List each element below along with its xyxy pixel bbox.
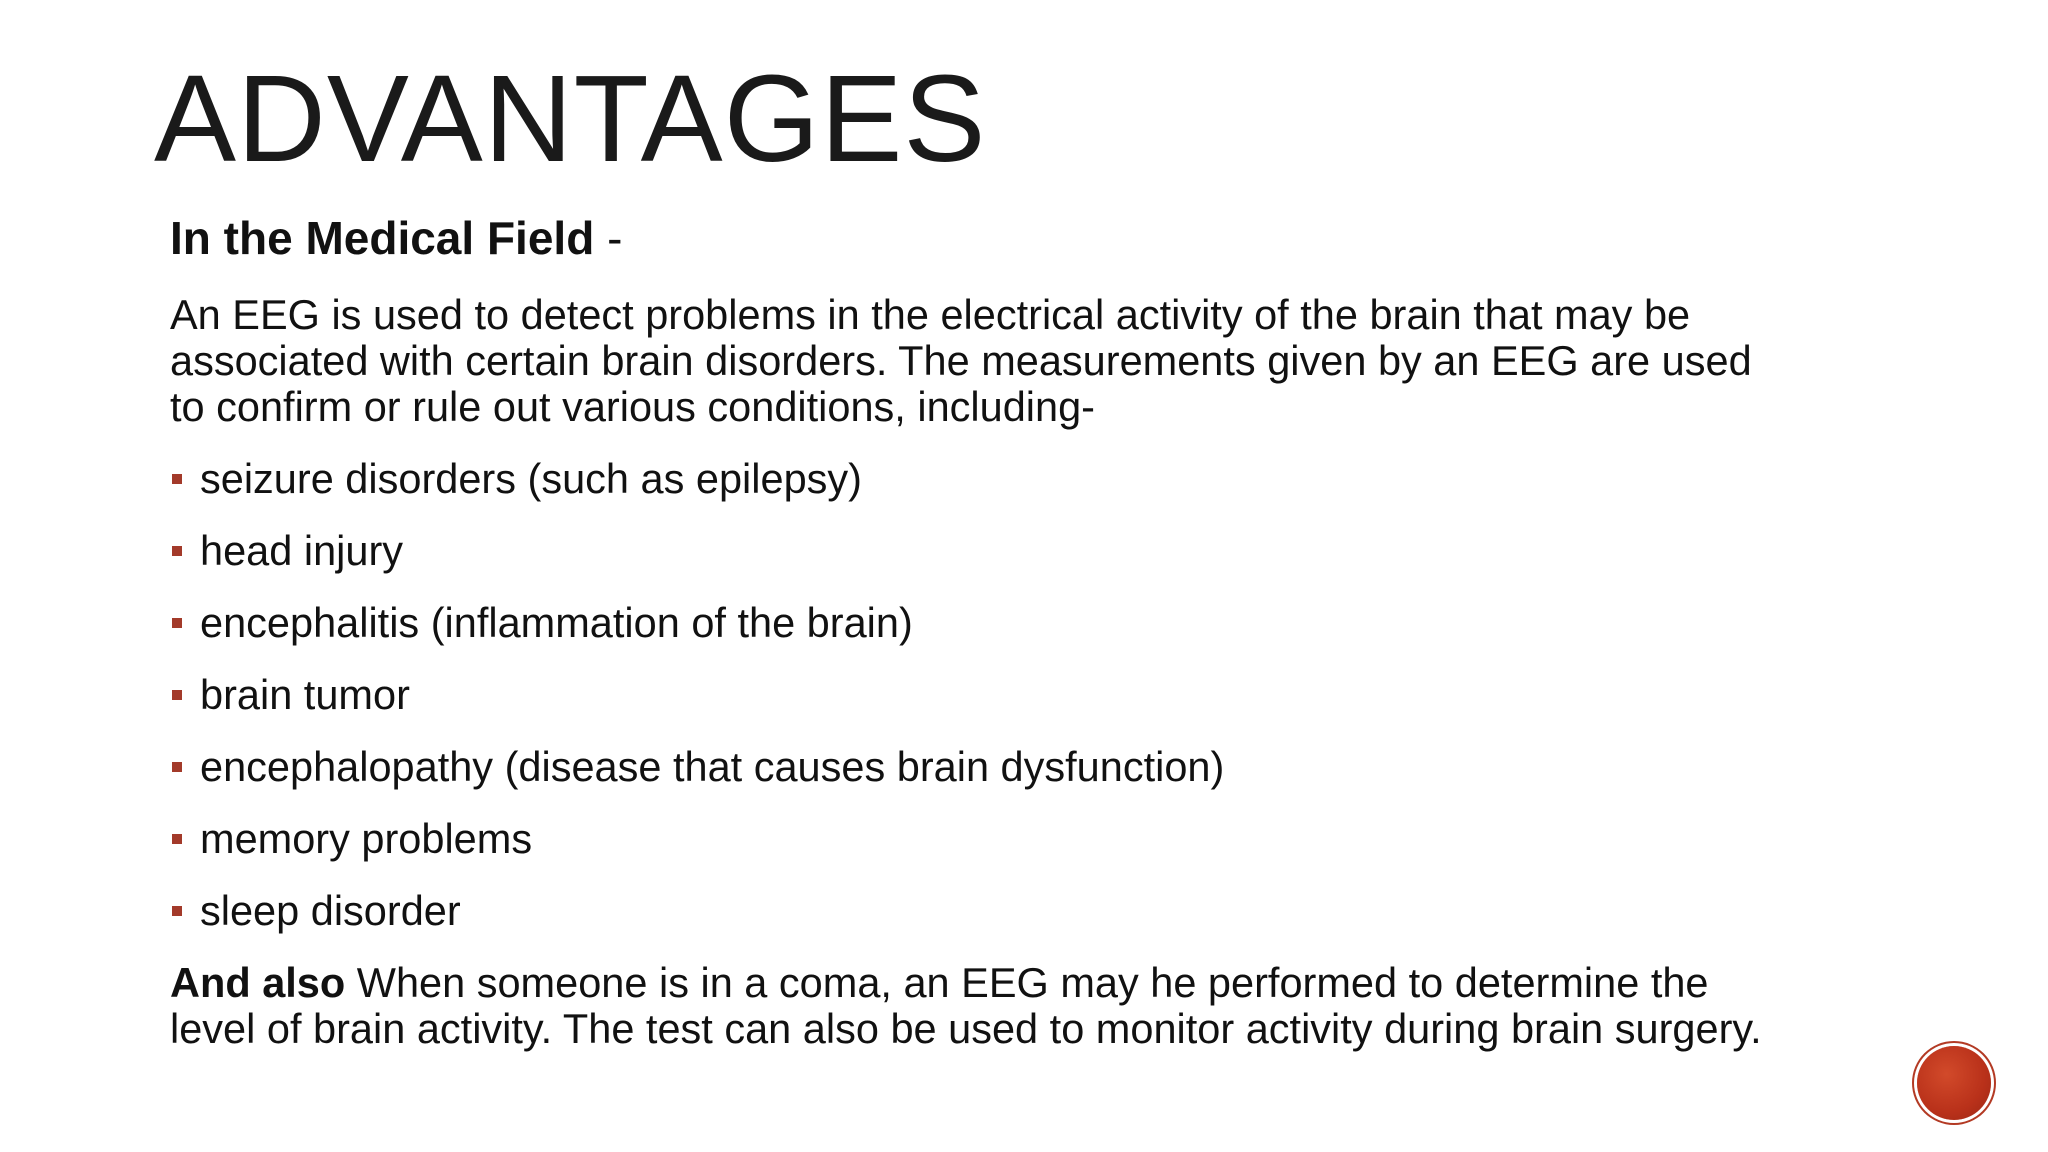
- slide-title: ADVANTAGES: [154, 51, 987, 188]
- square-bullet-icon: [172, 546, 182, 556]
- list-item-text: encephalitis (inflammation of the brain): [200, 599, 913, 646]
- square-bullet-icon: [172, 690, 182, 700]
- list-item: [170, 888, 1870, 960]
- subheading: [170, 210, 1870, 266]
- intro-line: associated with certain brain disorders. The measurements given by an EEG are used: [170, 337, 1752, 384]
- intro-paragraph: [170, 292, 1870, 430]
- square-bullet-icon: [172, 906, 182, 916]
- subheading-suffix: -: [594, 212, 623, 264]
- slide-content: [170, 210, 1870, 1052]
- list-item: [170, 744, 1870, 816]
- list-item-text: seizure disorders (such as epilepsy): [200, 455, 862, 502]
- list-item: [170, 600, 1870, 672]
- list-item-text: head injury: [200, 527, 404, 574]
- square-bullet-icon: [172, 762, 182, 772]
- list-item: [170, 528, 1870, 600]
- closing-bold: And also: [170, 959, 346, 1006]
- intro-line: An EEG is used to detect problems in the electrical activity of the brain that may be: [170, 291, 1691, 338]
- list-item-text: sleep disorder: [200, 887, 461, 934]
- closing-line1-text: When someone is in a coma, an EEG may he performed to determine the: [345, 959, 1709, 1006]
- square-bullet-icon: [172, 618, 182, 628]
- conditions-list: [170, 456, 1870, 960]
- list-item: [170, 816, 1870, 888]
- square-bullet-icon: [172, 474, 182, 484]
- closing-paragraph: [170, 960, 1870, 1052]
- next-slide-icon[interactable]: [1917, 1046, 1991, 1120]
- square-bullet-icon: [172, 834, 182, 844]
- list-item-text: encephalopathy (disease that causes brain dysfunction): [200, 743, 1225, 790]
- intro-line: to confirm or rule out various conditions, including-: [170, 383, 1095, 430]
- list-item: [170, 672, 1870, 744]
- list-item-text: memory problems: [200, 815, 533, 862]
- list-item-text: brain tumor: [200, 671, 410, 718]
- closing-line: [170, 959, 1870, 1006]
- list-item: [170, 456, 1870, 528]
- closing-line: level of brain activity. The test can also be used to monitor activity during brain surgery.: [170, 1005, 1762, 1052]
- subheading-bold: In the Medical Field: [170, 212, 595, 264]
